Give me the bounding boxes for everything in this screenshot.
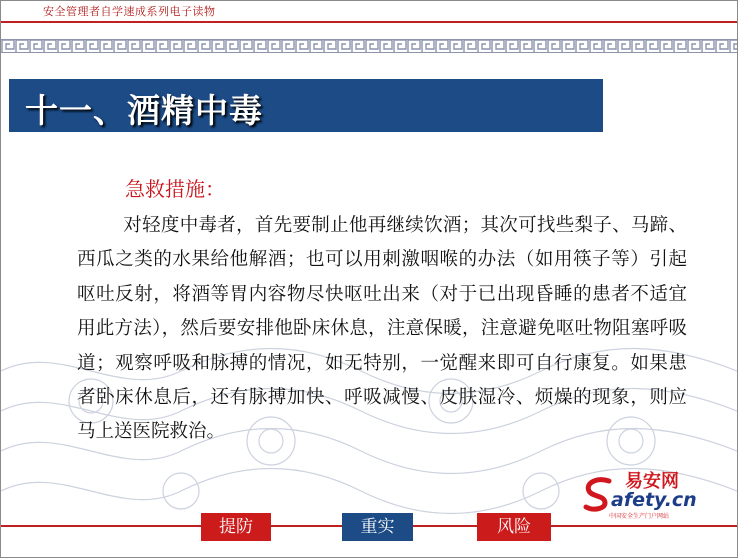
nav-button-risk[interactable]: 风险: [477, 513, 551, 541]
logo-domain: afety.cn: [611, 489, 697, 511]
header-divider: [1, 21, 737, 23]
body-text: 对轻度中毒者，首先要制止他再继续饮酒；其次可找些梨子、马蹄、西瓜之类的水果给他解酒；也可以用刺激咽喉的办法（如用筷子等）引起呕吐反射，将酒等胃内容物尽快呕吐出来（对于已出现昏睡的患者不适宜用此方法），然后要安排他卧床休息，注意保暖，注意避免呕吐物阻塞呼吸道；观察呼吸和脉搏的情况，如无特别，一觉醒来即可自行康复。如果患者卧床休息后，还有脉搏加快、呼吸减慢、皮肤湿冷、烦燥的现象，则应马上送医院救治。: [77, 215, 687, 443]
logo-name: 易安网: [625, 471, 679, 492]
logo-swoosh-icon: [583, 475, 613, 513]
logo-tagline: 中国安全生产门户网站: [609, 513, 670, 520]
series-title: 安全管理者自学速成系列电子读物: [43, 5, 216, 18]
nav-button-practical[interactable]: 重实: [342, 513, 413, 541]
slide-title: 十一、酒精中毒: [25, 91, 263, 130]
body-paragraph: [77, 209, 687, 450]
title-banner: [9, 79, 603, 132]
section-subtitle: 急救措施：: [125, 177, 225, 201]
header-bar: [1, 1, 737, 19]
greek-key-border: [1, 39, 737, 53]
nav-button-prevent[interactable]: 提防: [201, 513, 271, 541]
site-logo: [583, 469, 703, 520]
